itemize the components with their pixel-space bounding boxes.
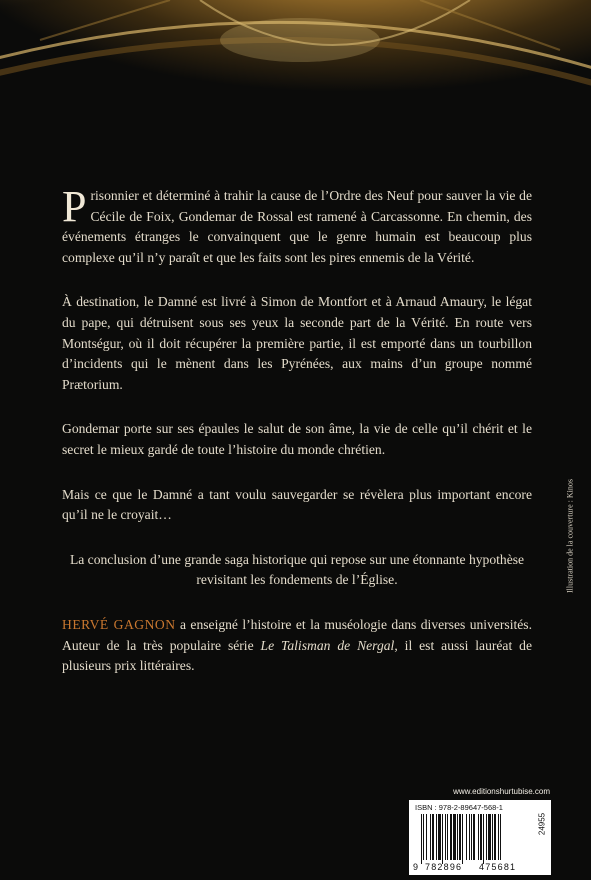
barcode-bar xyxy=(442,814,443,864)
barcode-digit-first: 9 xyxy=(413,862,419,872)
barcode-bar xyxy=(430,814,431,860)
barcode-bar xyxy=(488,814,491,860)
barcode-digits-right: 475681 xyxy=(479,862,517,872)
barcode-bar xyxy=(469,814,470,860)
barcode-bar xyxy=(457,814,458,860)
barcode-bar xyxy=(426,814,427,860)
barcode-bar xyxy=(450,814,452,860)
barcode-bar xyxy=(436,814,437,860)
author-bio xyxy=(62,615,532,677)
barcode-bar xyxy=(492,814,493,860)
author-bio-text-2: , il est aussi lauréat de plusieurs prix littéraires. xyxy=(62,637,532,674)
barcode-bar xyxy=(421,814,422,864)
cover-illustration xyxy=(0,0,591,170)
barcode-bar xyxy=(486,814,487,860)
series-title: Le Talisman de Nergal xyxy=(260,637,395,653)
blurb-paragraph-4: Mais ce que le Damné a tant voulu sauvegarder se révèlera plus important encore qu’il ne le croyait… xyxy=(62,486,532,523)
blurb-paragraph-2: À destination, le Damné est livré à Simon de Montfort et à Arnaud Amaury, le légat du pape, qui détruisent sous ses yeux la seconde part de la Vérité. En route vers Montségur, où il doit récupérer la première partie, il est emporté dans un tourbillon d’incidents qui le mènent dans les Pyrénées, aux mains d’un groupe nommé Prætorium. xyxy=(62,294,532,392)
barcode-bar xyxy=(494,814,496,860)
barcode-bar xyxy=(432,814,434,860)
back-cover-blurb xyxy=(62,182,532,701)
author-name: HERVÉ GAGNON xyxy=(62,616,176,632)
barcode-bar xyxy=(438,814,441,860)
barcode-bar xyxy=(480,814,482,860)
drop-cap: P xyxy=(62,182,87,231)
price-code-text: 24955 xyxy=(537,812,547,836)
barcode-bar xyxy=(483,814,484,864)
barcode-bar xyxy=(453,814,456,860)
isbn: ISBN : 978-2-89647-568-1 xyxy=(415,803,503,812)
illustration-credit xyxy=(560,456,580,616)
illustration-credit-text: Illustration de la couverture : Kinos xyxy=(565,479,575,593)
blurb-paragraph-1-text: risonnier et déterminé à trahir la cause de l’Ordre des Neuf pour sauver la vie de Cécile de Foix, Gondemar de Rossal est ramené à Carcassonne. En chemin, des événements étranges le convainquent que le genre humain est beaucoup plus complexe qu’il n’y paraît et que les faits sont les pires ennemis de la Vérité. xyxy=(62,188,532,265)
barcode-bar xyxy=(471,814,472,860)
barcode-digits xyxy=(409,862,535,874)
barcode-bar xyxy=(473,814,475,860)
barcode-bar xyxy=(459,814,461,860)
illustration-artwork xyxy=(0,0,591,170)
barcode-bar xyxy=(462,814,463,864)
blurb-paragraph-3: Gondemar porte sur ses épaules le salut de son âme, la vie de celle qu’il chérit et le secret le mieux gardé de toute l’histoire du monde chrétien. xyxy=(62,421,532,457)
barcode-digits-left: 782896 xyxy=(425,862,463,872)
barcode-bar xyxy=(445,814,446,860)
barcode-bar xyxy=(423,814,424,860)
price-code xyxy=(535,810,549,838)
blurb-paragraph-5: La conclusion d’une grande saga historique qui repose sur une étonnante hypothèse revisitant les fondements de l’Église. xyxy=(69,551,525,588)
barcode-bar xyxy=(498,814,499,860)
blurb-paragraph-1 xyxy=(62,182,532,268)
barcode-box xyxy=(409,800,551,875)
barcode-bar xyxy=(478,814,479,860)
barcode-bar xyxy=(447,814,448,860)
barcode-bar xyxy=(500,814,501,860)
author-bio-text-1: a enseigné l’histoire et la muséologie dans diverses universités. Auteur de la très populaire série xyxy=(62,616,532,653)
barcode-bar xyxy=(466,814,467,860)
publisher-website: www.editionshurtubise.com xyxy=(453,787,550,796)
